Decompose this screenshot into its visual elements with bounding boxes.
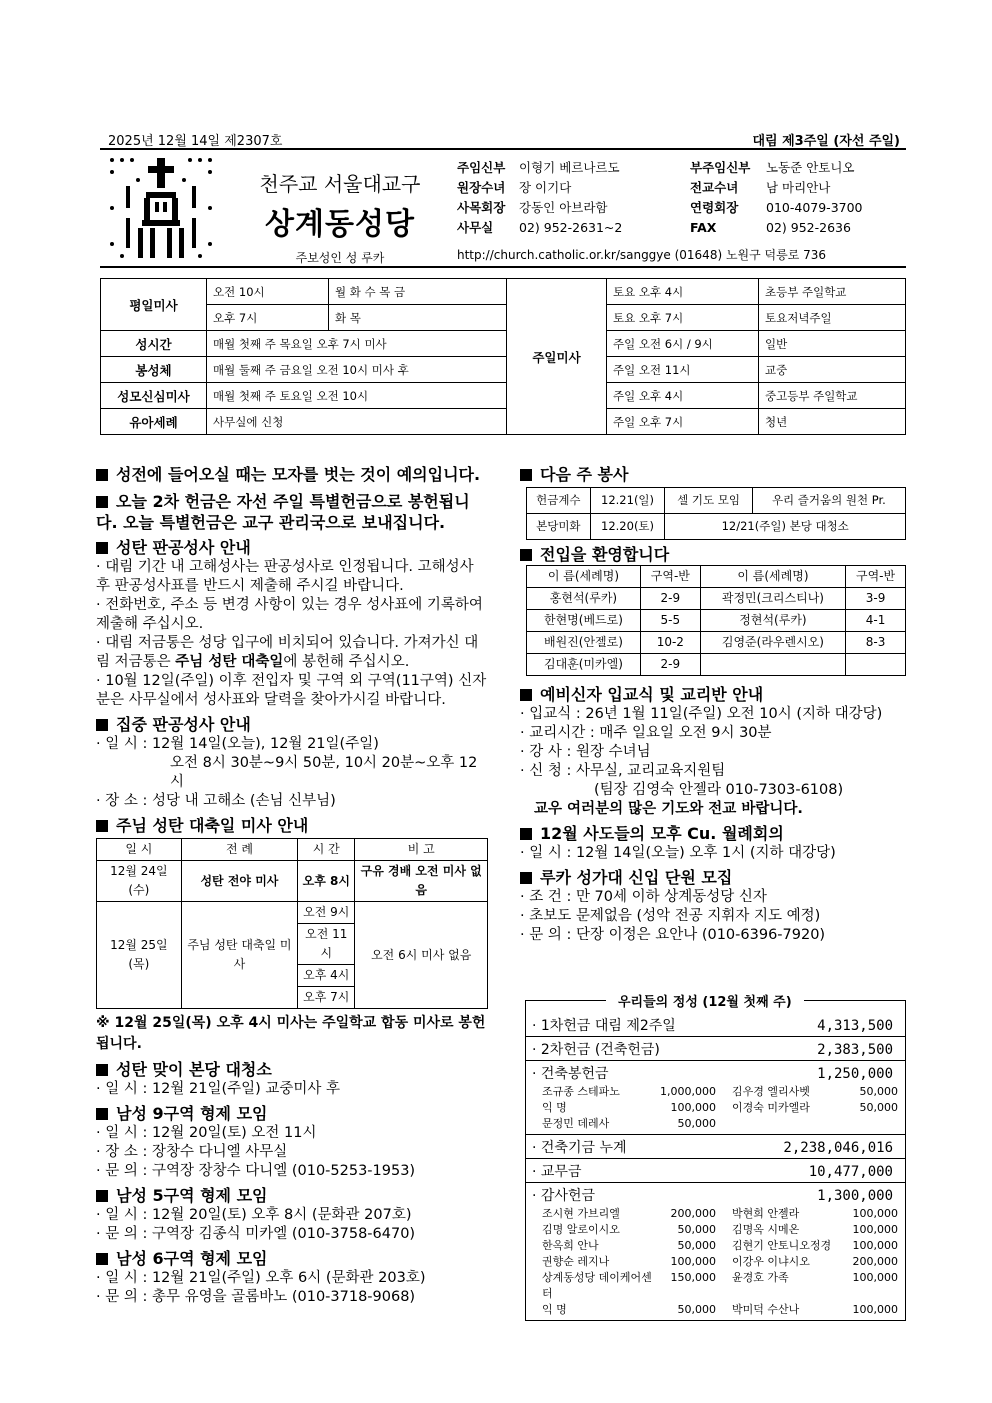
text-mass-sun-1-0: 토요 오후 7시 — [607, 305, 759, 331]
christmas-note — [96, 1013, 488, 1055]
text-left-s2: 오늘 2차 헌금은 자선 주일 특별헌금으로 봉헌됩니다. 오늘 특별헌금은 교구 관리국으로 보내집니다. — [96, 492, 470, 532]
text-mass-sun-2-0: 주일 오전 6시 / 9시 — [607, 331, 759, 357]
text-mass-conf: 성시간 — [101, 331, 207, 357]
thanks-donors — [532, 1206, 898, 1320]
notice-offering — [96, 491, 488, 533]
text-right-v1-1: 12.21(일) — [590, 488, 665, 514]
text-header-staff-3-k: 사무실 — [457, 220, 494, 235]
text-left-s6: 성탄 맞이 본당 대청소 — [116, 1060, 272, 1079]
text-right-r3a: · 입교식 : 26년 1월 11일(주일) 오전 10시 (지하 대강당) — [520, 706, 883, 722]
text-offer-th-4-1: 150,000 — [670, 1271, 716, 1284]
text-left-s7c: · 문 의 : 구역장 장창수 다니엘 (010-5253-1953) — [96, 1163, 416, 1179]
section-men-5 — [96, 1185, 488, 1206]
text-right-v1-2: 셀 기도 모임 — [665, 488, 752, 514]
christmas-mass-table — [96, 838, 488, 1009]
text-header-staff2-3-k: FAX — [690, 220, 717, 235]
issue-line — [100, 128, 906, 150]
text-right-nr-2-1: 10-2 — [640, 632, 700, 654]
text-offer-bd-1-0: 익 명 — [542, 1101, 567, 1114]
text-offer-rows-3-a: 2,238,046,016 — [783, 1140, 893, 1156]
text-left-s9b: · 문 의 : 총무 유영을 골롬바노 (010-3718-9068) — [96, 1289, 416, 1305]
text-left-s4a: · 일 시 : 12월 14일(오늘), 12월 21일(주일) — [96, 736, 379, 752]
text-offer-bd-0-1: 1,000,000 — [660, 1085, 716, 1098]
text-left-x2t-1: 오전 11시 — [298, 924, 355, 965]
text-right-r2: 전입을 환영합니다 — [540, 545, 670, 564]
section-choir — [520, 867, 908, 888]
staff-row — [690, 158, 863, 178]
text-left-x2l: 주님 성탄 대축일 미사 — [181, 902, 297, 1009]
offering-title: 우리들의 정성 (12월 첫째 주) — [606, 991, 804, 1010]
text-right-nr-0-3: 3-9 — [846, 588, 906, 610]
text-mass-adore: 봉성체 — [101, 357, 207, 383]
text-right-nr-3-1: 2-9 — [640, 654, 700, 676]
text-right-r5: 루카 성가대 신입 단원 모집 — [540, 868, 733, 887]
text-header-staff2-1-v: 남 마리안나 — [766, 180, 831, 195]
text-offer-th-1-0: 김명 알로이시오 — [542, 1223, 620, 1236]
section-confession — [96, 537, 488, 558]
text-right-nh-3: 구역-반 — [846, 566, 906, 588]
text-right-r3b: · 교리시간 : 매주 일요일 오전 9시 30분 — [520, 725, 772, 741]
text-right-r4: 12월 사도들의 모후 Cu. 월례회의 — [540, 824, 784, 843]
text-mass-sun-2-1: 일반 — [759, 331, 906, 357]
section-men-9 — [96, 1103, 488, 1124]
text-header-staff-1-v: 장 이기다 — [519, 180, 572, 195]
text-offer-th-2-1: 50,000 — [677, 1239, 716, 1252]
text-left-xh-0: 일 시 — [97, 839, 182, 861]
text-right-nh-2: 이 름(세례명) — [700, 566, 845, 588]
text-right-v1-0: 헌금계수 — [527, 488, 591, 514]
text-left-s7a: · 일 시 : 12월 20일(토) 오전 11시 — [96, 1125, 317, 1141]
text-right-nr-0-0: 홍현석(루카) — [527, 588, 641, 610]
text-left-x1-3: 구유 경배 오전 미사 없음 — [355, 861, 488, 902]
text-left-s3d: · 10월 12일(주일) 이후 전입자 및 구역 외 구역(11구역) 신자분은 사무실에서 성사표와 달력을 찾아가시길 바랍니다. — [96, 673, 487, 708]
text-right-nh-1: 구역-반 — [640, 566, 700, 588]
text-offer-th-0-3: 100,000 — [852, 1207, 898, 1220]
text-offer-bd-0-2: 김우경 엘리사벳 — [732, 1085, 810, 1098]
text-offer-th-1-1: 50,000 — [677, 1223, 716, 1236]
text-offer-bd-1-2: 이경숙 미카엘라 — [732, 1101, 810, 1114]
church-name-block — [250, 168, 430, 266]
text-right-nr-2-0: 배원진(안젤로) — [527, 632, 641, 654]
text-right-r3c: · 강 사 : 원장 수녀님 — [520, 744, 651, 760]
diocese-name: 천주교 서울대교구 — [259, 172, 421, 196]
text-mass-confv: 매월 첫째 주 목요일 오후 7시 미사 — [207, 331, 507, 357]
staff-list-right — [690, 158, 863, 238]
text-left-s3a: · 대림 기간 내 고해성사는 판공성사로 인정됩니다. 고해성사 후 판공성사표를 반드시 제출해 주시길 바랍니다. — [96, 559, 474, 594]
text-right-nr-0-2: 곽정민(크리스티나) — [700, 588, 845, 610]
text-left-s8a: · 일 시 : 12월 20일(토) 오후 8시 (문화관 207호) — [96, 1207, 412, 1223]
building-donors — [532, 1084, 898, 1134]
staff-list-left — [457, 158, 622, 238]
text-offer-bd-1-3: 50,000 — [859, 1101, 898, 1114]
text-offer-rows-2-l: · 건축봉헌금 — [532, 1066, 609, 1082]
text-offer-bd-2-0: 문정민 데레사 — [542, 1117, 610, 1130]
text-left-x2t-3: 오후 7시 — [298, 987, 355, 1009]
text-mass-sunday: 주일미사 — [507, 279, 607, 435]
text-mass-wd1: 오전 10시 — [207, 279, 329, 305]
church-logo-icon — [108, 156, 214, 260]
church-name: 상계동성당 — [265, 207, 415, 242]
text-offer-th-0-1: 200,000 — [670, 1207, 716, 1220]
section-service — [520, 464, 908, 485]
text-left-x2t-2: 오후 4시 — [298, 965, 355, 987]
text-header-staff-2-k: 사목회장 — [457, 200, 506, 215]
text-header-staff2-3-v: 02) 952-2636 — [766, 220, 851, 235]
notice-hat — [96, 464, 488, 485]
staff-row — [457, 158, 622, 178]
section-focus-confession — [96, 714, 488, 735]
section-catechumen — [520, 684, 908, 705]
text-right-nr-2-2: 김영준(라우렌시오) — [700, 632, 845, 654]
section-men-6 — [96, 1248, 488, 1269]
liturgical-week: 대림 제3주일 (자선 주일) — [752, 134, 900, 149]
text-offer-bd-0-3: 50,000 — [859, 1085, 898, 1098]
text-offer-rows-0-l: · 1차헌금 대림 제2주일 — [532, 1018, 676, 1034]
text-header-staff-0-k: 주임신부 — [457, 160, 506, 175]
text-offer-th-1-2: 김명옥 시메온 — [732, 1223, 800, 1236]
text-left-s6a: · 일 시 : 12월 21일(주일) 교중미사 후 — [96, 1081, 341, 1097]
text-header-staff2-2-v: 010-4079-3700 — [766, 200, 863, 215]
section-legion — [520, 823, 908, 844]
text-right-r1: 다음 주 봉사 — [540, 465, 629, 484]
text-offer-rows-3-l: · 건축기금 누계 — [532, 1140, 627, 1156]
newcomer-table — [526, 565, 906, 676]
text-mass-sun-0-0: 토요 오후 4시 — [607, 279, 759, 305]
text-mass-sun-5-0: 주일 오후 7시 — [607, 409, 759, 435]
text-right-r5a: · 조 건 : 만 70세 이하 상계동성당 신자 — [520, 889, 767, 905]
text-left-s4b: 오전 8시 30분~9시 50분, 10시 20분~오후 12시 — [170, 755, 478, 790]
text-header-staff-1-k: 원장수녀 — [457, 180, 506, 195]
text-offer-rows-1-l: · 2차헌금 (건축헌금) — [532, 1042, 660, 1058]
text-left-x1-0: 12월 24일 (수) — [97, 861, 182, 902]
text-offer-rows-0-a: 4,313,500 — [817, 1018, 893, 1034]
text-right-v2-0: 본당미화 — [527, 514, 591, 540]
text-right-nh-0: 이 름(세례명) — [527, 566, 641, 588]
text-right-nr-0-1: 2-9 — [640, 588, 700, 610]
text-right-r5c: · 문 의 : 단장 이정은 요안나 (010-6396-7920) — [520, 927, 826, 943]
staff-row — [457, 178, 622, 198]
text-left-xh-2: 시 간 — [298, 839, 355, 861]
text-left-xh-3: 비 고 — [355, 839, 488, 861]
text-mass-adorev: 매월 둘째 주 금요일 오전 10시 미사 후 — [207, 357, 507, 383]
section-newcomers — [520, 544, 908, 565]
text-left-s3c2: 주님 성탄 대축일 — [175, 654, 284, 670]
text-header-staff2-1-k: 전교수녀 — [690, 180, 739, 195]
text-mass-sun-3-0: 주일 오전 11시 — [607, 357, 759, 383]
text-right-nr-2-3: 8-3 — [846, 632, 906, 654]
staff-row — [457, 198, 622, 218]
text-header-staff2-2-k: 연령회장 — [690, 200, 739, 215]
left-column — [96, 460, 488, 1307]
text-left-s9: 남성 6구역 형제 모임 — [116, 1249, 268, 1268]
text-mass-sun-3-1: 교중 — [759, 357, 906, 383]
text-left-s8b: · 문 의 : 구역장 김종식 미카엘 (010-3758-6470) — [96, 1226, 416, 1242]
text-left-s1: 성전에 들어오실 때는 모자를 벗는 것이 예의입니다. — [116, 465, 481, 484]
text-left-xh-1: 전 례 — [181, 839, 297, 861]
text-offer-bd-2-1: 50,000 — [677, 1117, 716, 1130]
text-offer-bd-0-0: 조규종 스테파노 — [542, 1085, 620, 1098]
mass-schedule-table — [100, 278, 906, 435]
text-left-s3c1: · 대림 저금통은 성당 입구에 비치되어 있습니다. 가져가신 대림 저금통은 — [96, 635, 479, 670]
text-right-v2-2: 12/21(주일) 본당 대청소 — [665, 514, 906, 540]
text-offer-th-5-1: 50,000 — [677, 1303, 716, 1316]
text-right-r3f: 교우 여러분의 많은 기도와 전교 바랍니다. — [534, 801, 803, 817]
text-offer-th-0-0: 조시현 가브리엘 — [542, 1207, 620, 1220]
text-left-x2n: 오전 6시 미사 없음 — [355, 902, 488, 1009]
text-offer-th-1-3: 100,000 — [852, 1223, 898, 1236]
text-left-s3: 성탄 판공성사 안내 — [116, 538, 251, 557]
offering-box — [525, 995, 906, 1321]
staff-row — [457, 218, 622, 238]
staff-row — [690, 218, 863, 238]
text-offer-bd-1-1: 100,000 — [670, 1101, 716, 1114]
text-left-x2t-0: 오전 9시 — [298, 902, 355, 924]
text-offer-th-2-0: 한옥희 안나 — [542, 1239, 599, 1252]
text-right-r3e: (팀장 김영숙 안젤라 010-7303-6108) — [594, 782, 844, 798]
text-offer-rows-5-a: 1,300,000 — [817, 1188, 893, 1204]
text-offer-rows-2-a: 1,250,000 — [817, 1066, 893, 1082]
text-right-nr-1-1: 5-5 — [640, 610, 700, 632]
text-header-staff-0-v: 이형기 베르나르도 — [519, 160, 620, 175]
text-right-r3: 예비신자 입교식 및 교리반 안내 — [540, 685, 764, 704]
text-right-nr-1-3: 4-1 — [846, 610, 906, 632]
text-right-r4a: · 일 시 : 12월 14일(오늘) 오후 1시 (지하 대강당) — [520, 845, 836, 861]
text-offer-th-0-2: 박현희 안젤라 — [732, 1207, 800, 1220]
text-left-x2d: 12월 25일 (목) — [97, 902, 182, 1009]
right-column — [520, 460, 908, 945]
text-left-s8: 남성 5구역 형제 모임 — [116, 1186, 268, 1205]
text-left-s7: 남성 9구역 형제 모임 — [116, 1104, 268, 1123]
text-left-s3b: · 전화번호, 주소 등 변경 사항이 있는 경우 성사표에 기록하여 제출해 주십시오. — [96, 597, 483, 632]
text-right-nr-3-0: 김대훈(미카엘) — [527, 654, 641, 676]
text-mass-sun-4-0: 주일 오후 4시 — [607, 383, 759, 409]
text-left-x1-2: 오후 8시 — [298, 861, 355, 902]
text-offer-th-2-2: 김현기 안토니오정경 — [732, 1239, 832, 1252]
text-mass-heart: 성모신심미사 — [101, 383, 207, 409]
text-left-s5n: ※ 12월 25일(목) 오후 4시 미사는 주일학교 합동 미사로 봉헌됩니다. — [96, 1015, 486, 1052]
text-right-r5b: · 초보도 문제없음 (성악 전공 지휘자 지도 예정) — [520, 908, 821, 924]
text-offer-rows-4-l: · 교무금 — [532, 1164, 582, 1180]
text-offer-th-3-0: 권향순 레지나 — [542, 1255, 610, 1268]
text-offer-th-5-0: 익 명 — [542, 1303, 567, 1316]
text-left-s3c3: 에 봉헌해 주십시오. — [283, 654, 410, 670]
text-mass-infant: 유아세례 — [101, 409, 207, 435]
text-offer-th-4-3: 100,000 — [852, 1271, 898, 1284]
text-right-nr-1-0: 한현명(베드로) — [527, 610, 641, 632]
text-left-s9a: · 일 시 : 12월 21일(주일) 오후 6시 (문화관 203호) — [96, 1270, 426, 1286]
section-christmas-mass — [96, 815, 488, 836]
text-offer-th-5-2: 박미덕 수산나 — [732, 1303, 800, 1316]
staff-row — [690, 198, 863, 218]
text-header-staff2-0-k: 부주임신부 — [690, 160, 751, 175]
text-mass-sun-4-1: 중고등부 주일학교 — [759, 383, 906, 409]
text-left-x1-1: 성탄 전야 미사 — [181, 861, 297, 902]
issue-date: 2025년 12월 14일 제2307호 — [108, 134, 283, 149]
text-offer-th-3-3: 200,000 — [852, 1255, 898, 1268]
text-mass-wd2: 오후 7시 — [207, 305, 329, 331]
staff-row — [690, 178, 863, 198]
text-right-v2-1: 12.20(토) — [590, 514, 665, 540]
text-header-staff2-0-v: 노동준 안토니오 — [766, 160, 855, 175]
section-cleaning — [96, 1059, 488, 1080]
text-mass-infantv: 사무실에 신청 — [207, 409, 507, 435]
text-mass-sun-0-1: 초등부 주일학교 — [759, 279, 906, 305]
text-mass-wd1d: 월 화 수 목 금 — [329, 279, 507, 305]
patron-saint: 주보성인 성 루카 — [295, 251, 385, 265]
text-offer-th-5-3: 100,000 — [852, 1303, 898, 1316]
text-header-staff-3-v: 02) 952-2631~2 — [519, 220, 623, 235]
text-offer-rows-1-a: 2,383,500 — [817, 1042, 893, 1058]
text-mass-sun-1-1: 토요저녁주일 — [759, 305, 906, 331]
text-offer-th-3-1: 100,000 — [670, 1255, 716, 1268]
text-offer-th-4-2: 윤경호 가족 — [732, 1271, 789, 1284]
text-right-r3d: · 신 청 : 사무실, 교리교육지원팀 — [520, 763, 726, 779]
text-offer-rows-5-l: · 감사헌금 — [532, 1188, 595, 1204]
text-header-staff-2-v: 강동인 아브라함 — [519, 200, 608, 215]
text-right-v1-3: 우리 즐거움의 원천 Pr. — [752, 488, 905, 514]
text-mass-heartv: 매월 첫째 주 토요일 오전 10시 — [207, 383, 507, 409]
text-offer-rows-4-a: 10,477,000 — [808, 1164, 893, 1180]
text-offer-th-3-2: 이강우 이냐시오 — [732, 1255, 810, 1268]
text-offer-th-2-3: 100,000 — [852, 1239, 898, 1252]
text-mass-wd2d: 화 목 — [329, 305, 507, 331]
text-offer-th-4-0: 상계동성당 데이케어센터 — [542, 1271, 652, 1300]
text-mass-sun-5-1: 청년 — [759, 409, 906, 435]
site-address[interactable]: http://church.catholic.or.kr/sanggye (01648) 노원구 덕릉로 736 — [457, 248, 827, 262]
text-right-nr-1-2: 정현석(루카) — [700, 610, 845, 632]
text-left-s4: 집중 판공성사 안내 — [116, 715, 251, 734]
service-table — [526, 487, 906, 540]
text-left-s7b: · 장 소 : 장창수 다니엘 사무실 — [96, 1144, 288, 1160]
text-mass-weekday: 평일미사 — [101, 279, 207, 331]
text-left-s4c: · 장 소 : 성당 내 고해소 (손님 신부님) — [96, 793, 336, 809]
bulletin-header — [100, 150, 906, 268]
text-left-s5: 주님 성탄 대축일 미사 안내 — [116, 816, 309, 835]
